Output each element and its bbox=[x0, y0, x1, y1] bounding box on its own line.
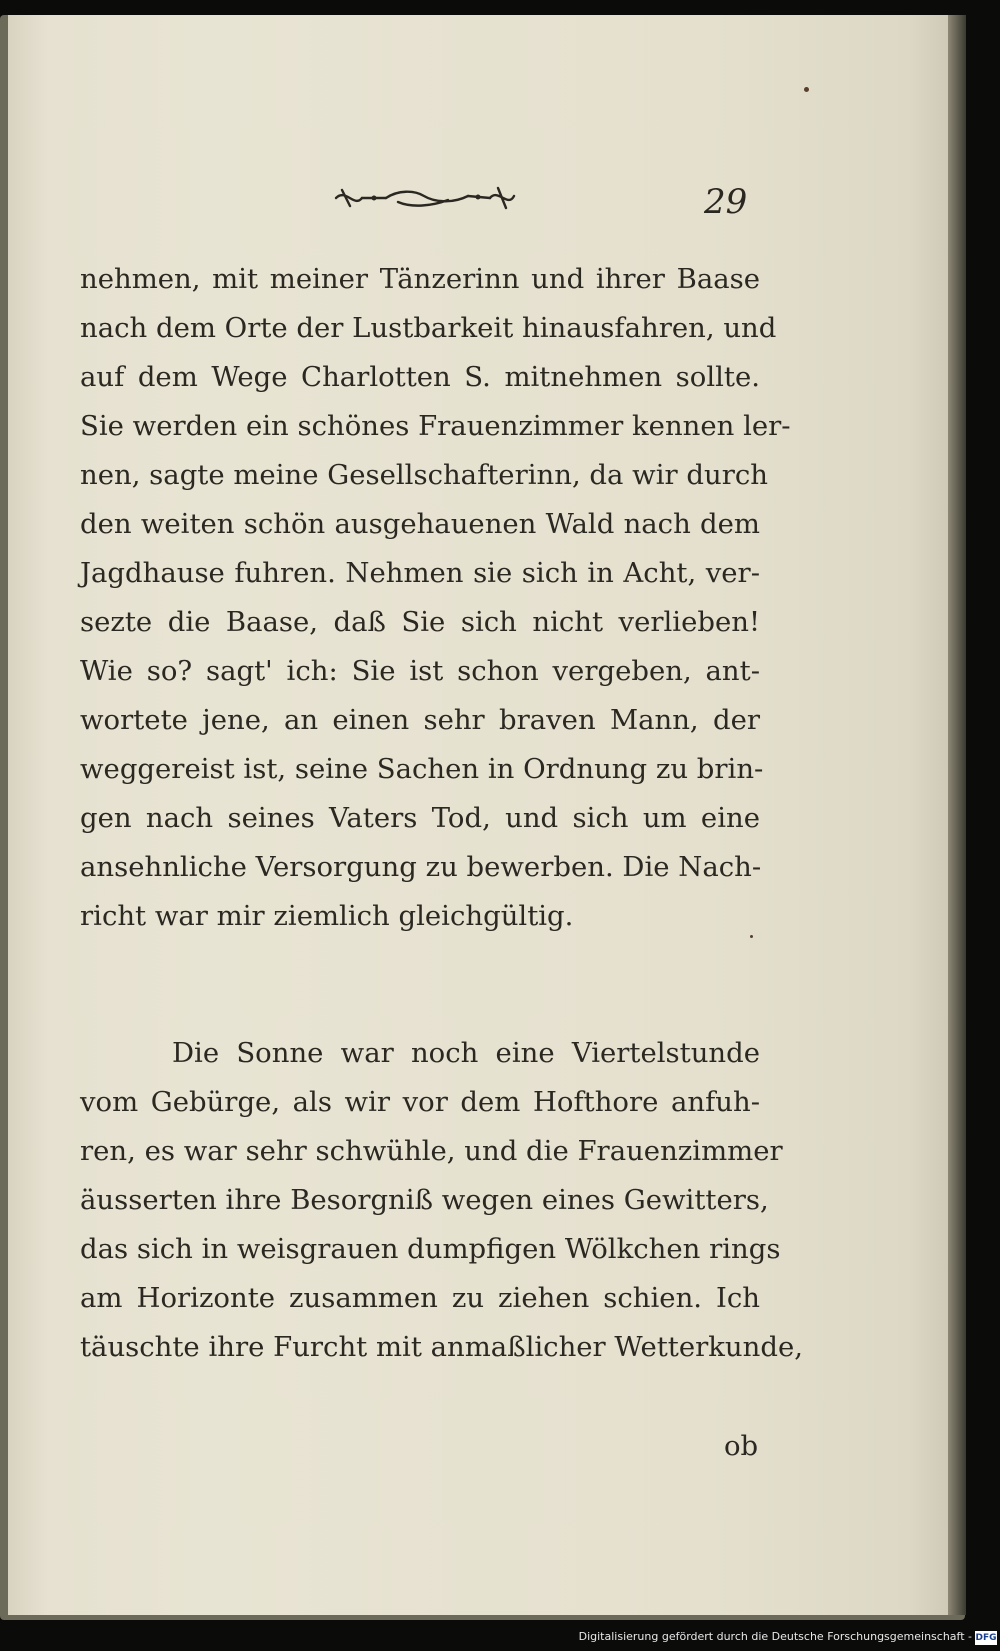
text-line: Wie so? sagt' ich: Sie ist schon vergeben, ant- bbox=[80, 655, 760, 687]
funding-credit: Digitalisierung gefördert durch die Deutsche Forschungsgemeinschaft - bbox=[578, 1630, 972, 1643]
text-line: gen nach seines Vaters Tod, und sich um eine bbox=[80, 802, 760, 834]
text-line: nen, sagte meine Gesellschafterinn, da wir durch bbox=[80, 459, 768, 491]
text-line: Jagdhause fuhren. Nehmen sie sich in Acht, ver- bbox=[80, 557, 760, 589]
credit-bar bbox=[0, 1628, 1000, 1651]
text-line: weggereist ist, seine Sachen in Ordnung zu brin- bbox=[80, 753, 764, 785]
text-line: das sich in weisgrauen dumpfigen Wölkchen rings bbox=[80, 1233, 781, 1265]
page-header bbox=[8, 180, 948, 230]
paragraph bbox=[80, 1029, 803, 1372]
paper-speck bbox=[804, 87, 809, 92]
text-line: täuschte ihre Furcht mit anmaßlicher Wetterkunde, bbox=[80, 1331, 803, 1363]
ornament-icon bbox=[328, 180, 518, 216]
catchword: ob bbox=[724, 1430, 759, 1462]
text-line: auf dem Wege Charlotten S. mitnehmen sollte. bbox=[80, 361, 760, 393]
text-line: wortete jene, an einen sehr braven Mann, der bbox=[80, 704, 760, 736]
text-line: vom Gebürge, als wir vor dem Hofthore anfuh- bbox=[80, 1086, 760, 1118]
text-line: nehmen, mit meiner Tänzerinn und ihrer Baase bbox=[80, 263, 760, 295]
text-line: den weiten schön ausgehauenen Wald nach dem bbox=[80, 508, 760, 540]
body-text bbox=[80, 255, 803, 1372]
paragraph-gap bbox=[80, 941, 760, 1029]
paragraph bbox=[80, 255, 791, 941]
text-line: am Horizonte zusammen zu ziehen schien. Ich bbox=[80, 1282, 760, 1314]
text-line: ren, es war sehr schwühle, und die Frauenzimmer bbox=[80, 1135, 783, 1167]
text-line: richt war mir ziemlich gleichgültig. bbox=[80, 900, 574, 932]
book-page bbox=[8, 15, 952, 1615]
text-line: nach dem Orte der Lustbarkeit hinausfahren, und bbox=[80, 312, 777, 344]
dfg-logo: DFG bbox=[975, 1633, 997, 1643]
paper-speck bbox=[750, 935, 753, 938]
binding-shadow bbox=[948, 15, 966, 1615]
page-number: 29 bbox=[704, 182, 748, 222]
text-line: sezte die Baase, daß Sie sich nicht verlieben! bbox=[80, 606, 760, 638]
text-line: Sie werden ein schönes Frauenzimmer kennen ler- bbox=[80, 410, 791, 442]
text-line: ansehnliche Versorgung zu bewerben. Die Nach- bbox=[80, 851, 762, 883]
text-line: äusserten ihre Besorgniß wegen eines Gewitters, bbox=[80, 1184, 769, 1216]
text-line: Die Sonne war noch eine Viertelstunde bbox=[172, 1037, 760, 1069]
